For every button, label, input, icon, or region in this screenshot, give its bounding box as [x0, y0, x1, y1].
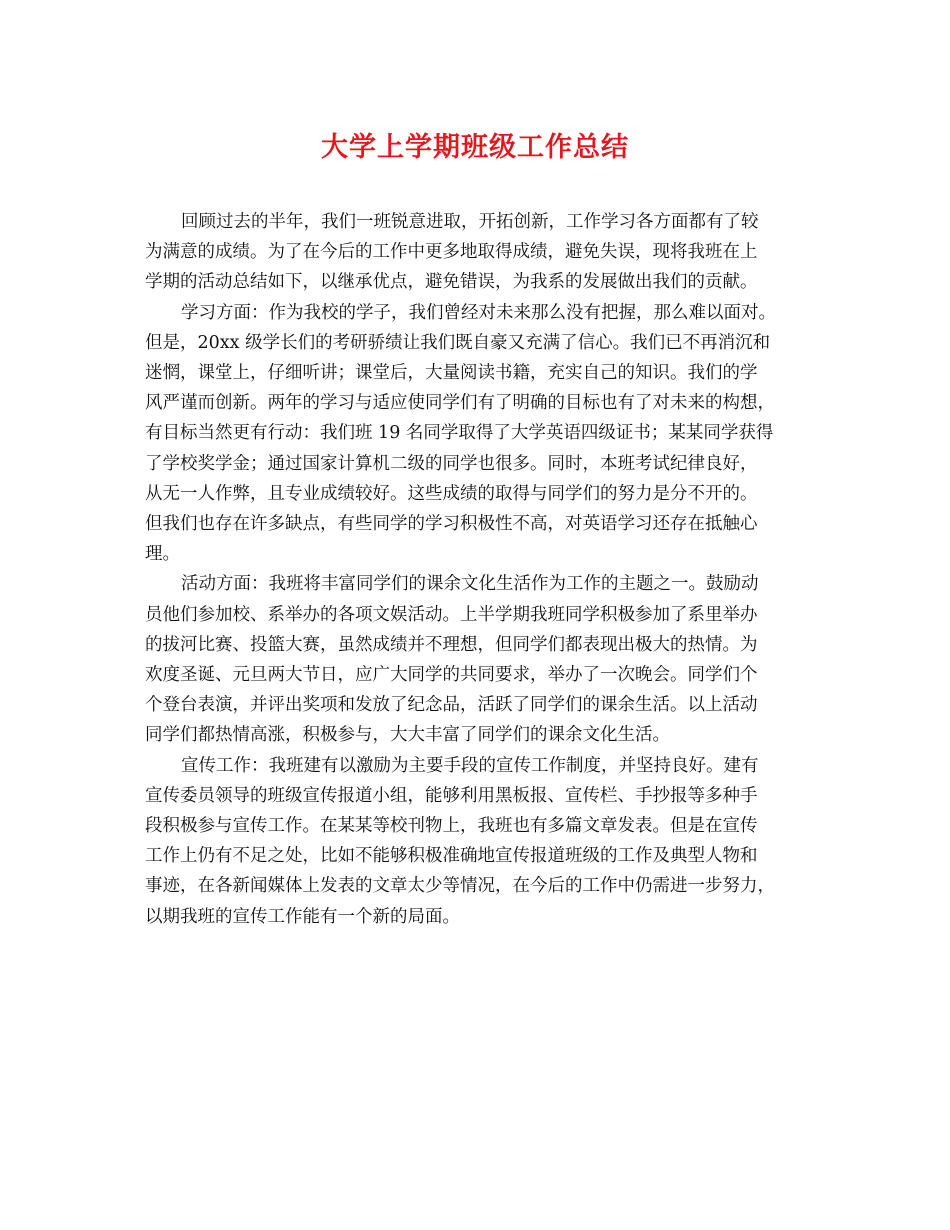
paragraph-intro	[145, 207, 825, 298]
text-line: 回顾过去的半年，我们一班锐意进取，开拓创新，工作学习各方面都有了较	[181, 212, 759, 232]
text-line: 同学们都热情高涨，积极参与，大大丰富了同学们的课余文化生活。	[145, 725, 670, 746]
paragraph-study	[145, 298, 825, 570]
text-line: 的拔河比赛、投篮大赛，虽然成绩并不理想，但同学们都表现出极大的热情。为	[145, 634, 758, 655]
text-line: 学习方面：作为我校的学子，我们曾经对未来那么没有把握，那么难以面对。	[181, 302, 776, 323]
text-line: 个登台表演，并评出奖项和发放了纪念品，活跃了同学们的课余生活。以上活动	[145, 695, 758, 716]
text-line: 工作上仍有不足之处，比如不能够积极准确地宣传报道班级的工作及典型人物和	[145, 846, 758, 867]
text-line: 从无一人作弊，且专业成绩较好。这些成绩的取得与同学们的努力是分不开的。	[145, 483, 758, 504]
text-line: 事迹，在各新闻媒体上发表的文章太少等情况，在今后的工作中仍需进一步努力，	[145, 876, 775, 897]
text-line: 学期的活动总结如下，以继承优点，避免错误，为我系的发展做出我们的贡献。	[145, 272, 758, 293]
paragraph-activities	[145, 569, 825, 750]
text-line: 活动方面：我班将丰富同学们的课余文化生活作为工作的主题之一。鼓励动	[181, 574, 759, 595]
text-line: 迷惘，课堂上，仔细听讲；课堂后，大量阅读书籍，充实自己的知识。我们的学	[145, 363, 758, 384]
text-line: 欢度圣诞、元旦两大节日，应广大同学的共同要求，举办了一次晚会。同学们个	[145, 665, 758, 686]
text-line: 宣传工作：我班建有以激励为主要手段的宣传工作制度，并坚持良好。建有	[181, 755, 759, 776]
text-line: 为满意的成绩。为了在今后的工作中更多地取得成绩，避免失误，现将我班在上	[145, 242, 758, 263]
document-title: 大学上学期班级工作总结	[321, 132, 629, 163]
text-line: 理。	[145, 544, 180, 565]
text-line: 但是，20xx 级学长们的考研骄绩让我们既自豪又充满了信心。我们已不再消沉和	[145, 332, 771, 353]
text-line: 有目标当然更有行动：我们班 19 名同学取得了大学英语四级证书；某某同学获得	[145, 423, 774, 444]
text-line: 以期我班的宣传工作能有一个新的局面。	[145, 906, 460, 927]
text-line: 段积极参与宣传工作。在某某等校刊物上，我班也有多篇文章发表。但是在宣传	[145, 816, 758, 837]
text-line: 风严谨而创新。两年的学习与适应使同学们有了明确的目标也有了对未来的构想，	[145, 393, 775, 414]
document-body	[145, 207, 825, 932]
paragraph-publicity	[145, 751, 825, 932]
text-line: 了学校奖学金；通过国家计算机二级的同学也很多。同时，本班考试纪律良好，	[145, 453, 758, 474]
text-line: 但我们也存在许多缺点，有些同学的学习积极性不高，对英语学习还存在抵触心	[145, 514, 758, 535]
text-line: 宣传委员领导的班级宣传报道小组，能够利用黑板报、宣传栏、手抄报等多种手	[145, 785, 758, 806]
text-line: 员他们参加校、系举办的各项文娱活动。上半学期我班同学积极参加了系里举办	[145, 604, 758, 625]
